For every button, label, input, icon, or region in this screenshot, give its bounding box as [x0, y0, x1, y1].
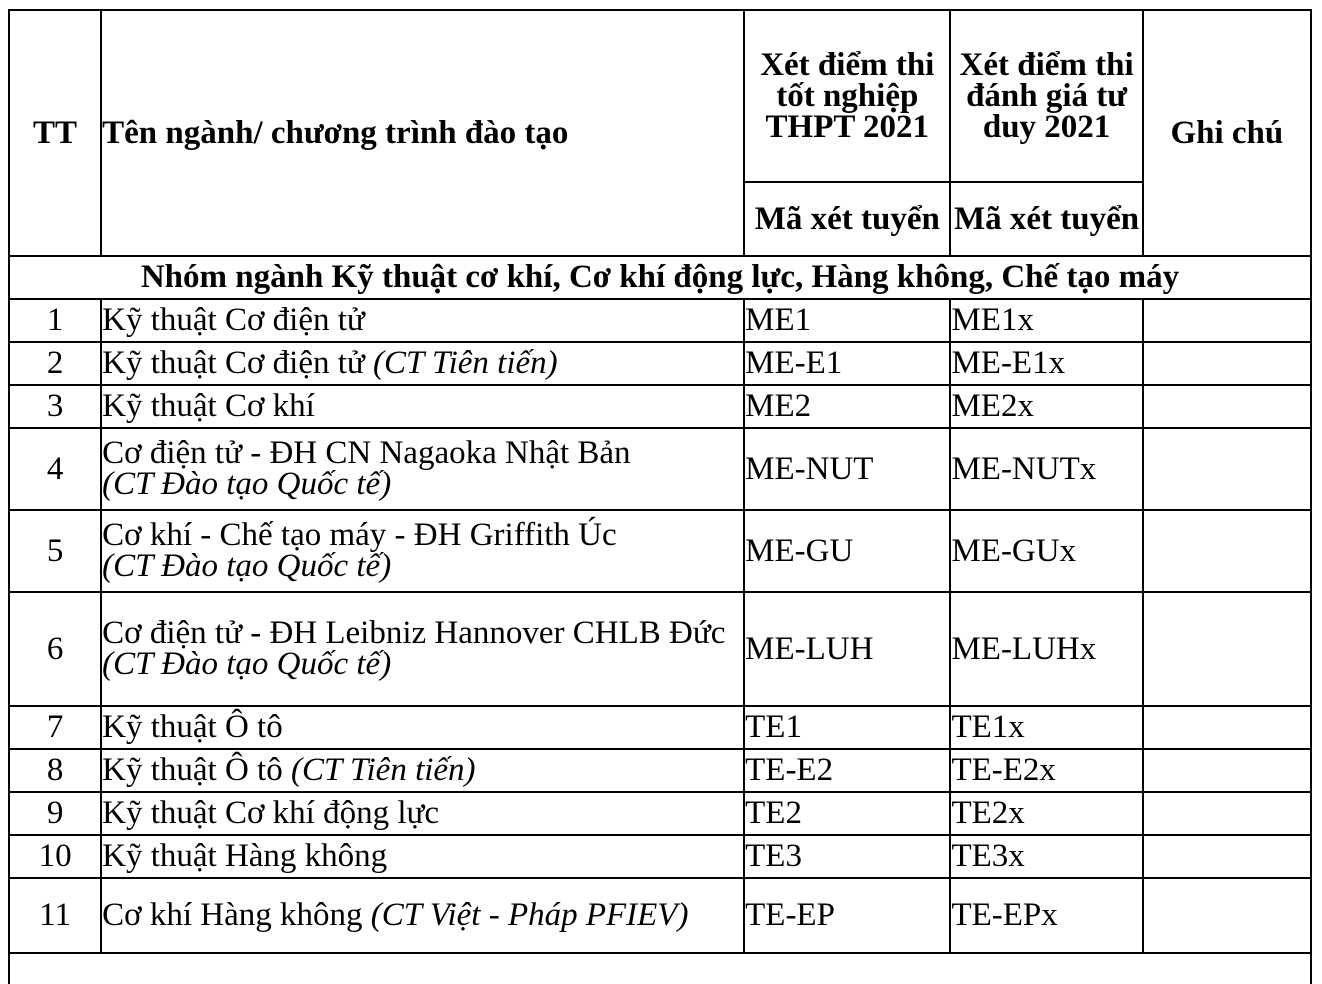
- note-cell: [1143, 342, 1311, 385]
- code-tsa: ME1x: [950, 299, 1142, 342]
- note-cell: [1143, 749, 1311, 792]
- table-body: [9, 256, 1311, 984]
- program-name: Kỹ thuật Ô tô: [102, 752, 291, 788]
- code-thpt: TE-EP: [744, 878, 950, 953]
- code-tsa: ME2x: [950, 385, 1142, 428]
- program-name-cell: [101, 835, 744, 878]
- table-row: [9, 385, 1311, 428]
- code-tsa: TE-EPx: [950, 878, 1142, 953]
- code-thpt: TE-E2: [744, 749, 950, 792]
- row-number: 8: [9, 749, 101, 792]
- note-cell: [1143, 385, 1311, 428]
- row-number: 9: [9, 792, 101, 835]
- code-thpt: ME-LUH: [744, 592, 950, 706]
- note-cell: [1143, 299, 1311, 342]
- row-number: 3: [9, 385, 101, 428]
- code-thpt: TE3: [744, 835, 950, 878]
- header-program: Tên ngành/ chương trình đào tạo: [101, 10, 744, 256]
- table-row: [9, 299, 1311, 342]
- code-thpt: ME2: [744, 385, 950, 428]
- program-name-cell: [101, 749, 744, 792]
- table-row: [9, 792, 1311, 835]
- table-row: [9, 706, 1311, 749]
- admissions-table: [8, 9, 1312, 984]
- program-type: (CT Việt - Pháp PFIEV): [370, 897, 689, 933]
- program-name-cell: [101, 706, 744, 749]
- program-name: Cơ khí - Chế tạo máy - ĐH Griffith Úc: [102, 517, 617, 553]
- program-name: Cơ điện tử - ĐH CN Nagaoka Nhật Bản: [102, 435, 631, 471]
- program-name: Kỹ thuật Cơ khí động lực: [102, 795, 440, 831]
- program-name: Kỹ thuật Ô tô: [102, 709, 283, 745]
- header-tsa: Xét điểm thi đánh giá tư duy 2021: [950, 10, 1142, 182]
- header-tt: TT: [9, 10, 101, 256]
- note-cell: [1143, 592, 1311, 706]
- program-name-cell: [101, 792, 744, 835]
- code-thpt: ME1: [744, 299, 950, 342]
- group-row: [9, 256, 1311, 299]
- row-number: 7: [9, 706, 101, 749]
- program-type: (CT Đào tạo Quốc tế): [102, 548, 392, 584]
- program-name-cell: [101, 385, 744, 428]
- row-number: 11: [9, 878, 101, 953]
- code-tsa: TE2x: [950, 792, 1142, 835]
- program-name: Kỹ thuật Cơ điện tử: [102, 345, 374, 381]
- note-cell: [1143, 792, 1311, 835]
- table-row: [9, 342, 1311, 385]
- program-name: Kỹ thuật Cơ điện tử: [102, 302, 365, 338]
- program-name: Kỹ thuật Cơ khí: [102, 388, 315, 424]
- code-thpt: ME-E1: [744, 342, 950, 385]
- note-cell: [1143, 878, 1311, 953]
- code-thpt: TE2: [744, 792, 950, 835]
- group-title: Nhóm ngành Kỹ thuật cơ khí, Cơ khí động lực, Hàng không, Chế tạo máy: [9, 256, 1311, 299]
- code-tsa: TE3x: [950, 835, 1142, 878]
- program-type: (CT Đào tạo Quốc tế): [102, 646, 392, 682]
- header-thpt: Xét điểm thi tốt nghiệp THPT 2021: [744, 10, 950, 182]
- table-row: [9, 428, 1311, 510]
- row-number: 1: [9, 299, 101, 342]
- code-tsa: TE-E2x: [950, 749, 1142, 792]
- header-code-tsa: Mã xét tuyển: [950, 182, 1142, 256]
- table-row: [9, 592, 1311, 706]
- program-name-cell: [101, 510, 744, 592]
- code-thpt: ME-NUT: [744, 428, 950, 510]
- code-thpt: TE1: [744, 706, 950, 749]
- program-type: (CT Tiên tiến): [373, 345, 558, 381]
- row-number: 10: [9, 835, 101, 878]
- table-row: [9, 835, 1311, 878]
- row-number: 5: [9, 510, 101, 592]
- header-note: Ghi chú: [1143, 10, 1311, 256]
- note-cell: [1143, 835, 1311, 878]
- program-name-cell: [101, 428, 744, 510]
- note-cell: [1143, 706, 1311, 749]
- code-thpt: ME-GU: [744, 510, 950, 592]
- note-cell: [1143, 510, 1311, 592]
- program-type: (CT Đào tạo Quốc tế): [102, 466, 392, 502]
- program-name: Kỹ thuật Hàng không: [102, 838, 388, 874]
- next-group-row: [9, 953, 1311, 984]
- code-tsa: ME-LUHx: [950, 592, 1142, 706]
- program-type: (CT Tiên tiến): [290, 752, 476, 788]
- code-tsa: TE1x: [950, 706, 1142, 749]
- next-group-cell: [9, 953, 1311, 984]
- note-cell: [1143, 428, 1311, 510]
- header-code-thpt: Mã xét tuyển: [744, 182, 950, 256]
- row-number: 6: [9, 592, 101, 706]
- program-name: Cơ điện tử - ĐH Leibniz Hannover CHLB Đức: [102, 615, 726, 651]
- row-number: 4: [9, 428, 101, 510]
- program-name-cell: [101, 342, 744, 385]
- table-row: [9, 878, 1311, 953]
- program-name: Cơ khí Hàng không: [102, 897, 371, 933]
- table-header: [9, 10, 1311, 256]
- code-tsa: ME-NUTx: [950, 428, 1142, 510]
- table-row: [9, 749, 1311, 792]
- program-name-cell: [101, 299, 744, 342]
- code-tsa: ME-GUx: [950, 510, 1142, 592]
- row-number: 2: [9, 342, 101, 385]
- table-row: [9, 510, 1311, 592]
- code-tsa: ME-E1x: [950, 342, 1142, 385]
- program-name-cell: [101, 878, 744, 953]
- program-name-cell: [101, 592, 744, 706]
